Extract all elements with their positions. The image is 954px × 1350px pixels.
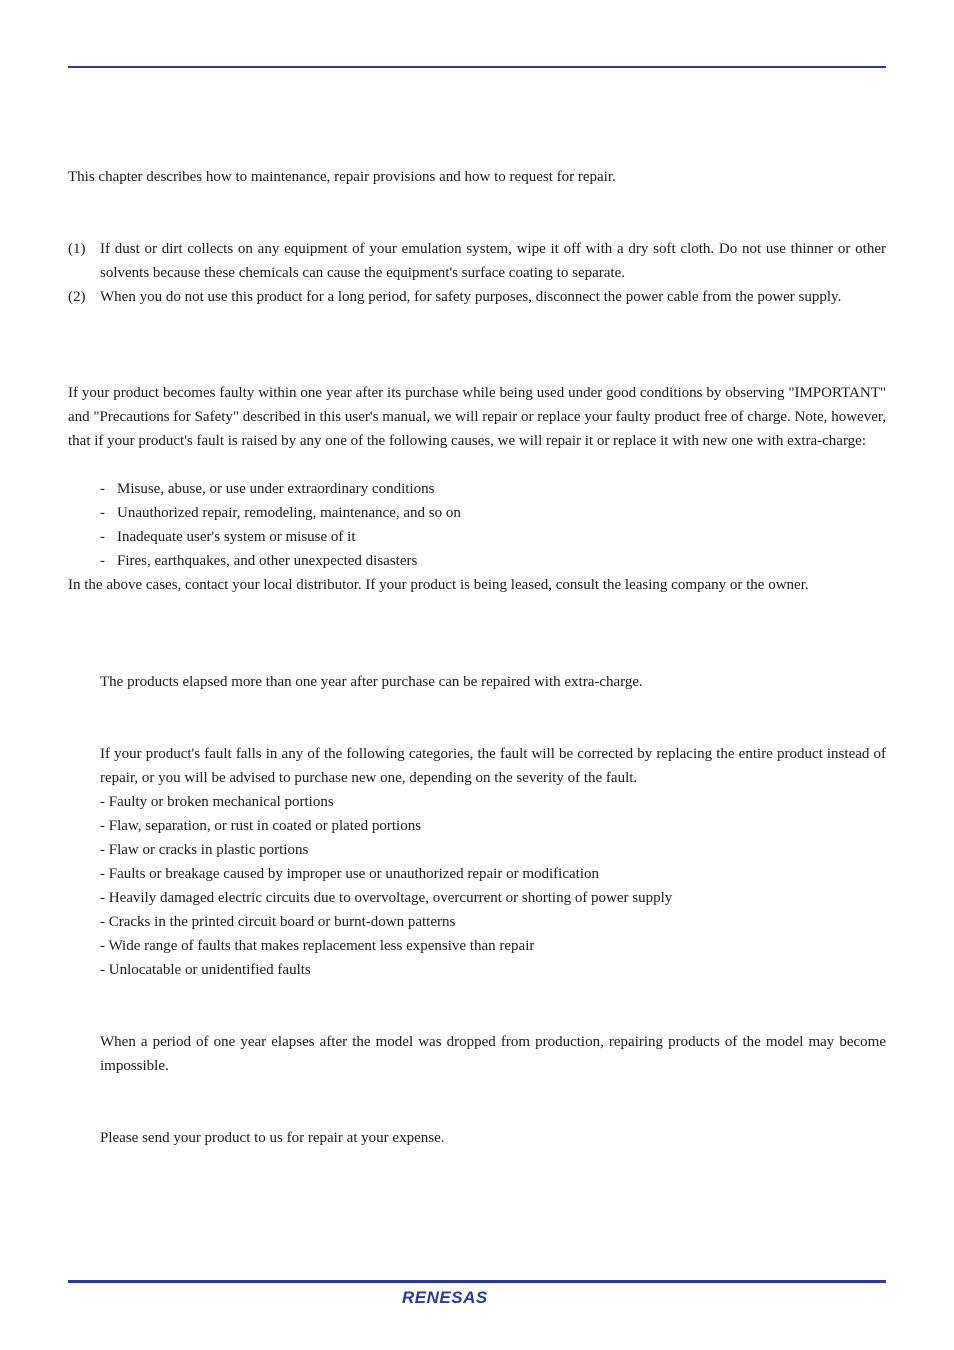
renesas-logo bbox=[400, 1286, 512, 1308]
replace-item-5: - Heavily damaged electric circuits due to overvoltage, overcurrent or shorting of power supply bbox=[100, 890, 673, 906]
warranty-bullet-1: Misuse, abuse, or use under extraordinary conditions bbox=[117, 481, 435, 497]
send-text: Please send your product to us for repair at your expense. bbox=[100, 1130, 445, 1146]
intro-text: This chapter describes how to maintenance, repair provisions and how to request for repair. bbox=[68, 169, 616, 185]
replace-item-7: - Wide range of faults that makes replacement less expensive than repair bbox=[100, 938, 535, 954]
replace-item-1: - Faulty or broken mechanical portions bbox=[100, 794, 334, 810]
production-text: When a period of one year elapses after the model was dropped from production, repairing products of the model may become impossible. bbox=[100, 1034, 886, 1074]
bullet-dash: - bbox=[100, 505, 105, 521]
header-rule bbox=[68, 66, 886, 68]
replace-item-8: - Unlocatable or unidentified faults bbox=[100, 962, 311, 978]
replace-item-6: - Cracks in the printed circuit board or burnt-down patterns bbox=[100, 914, 456, 930]
replace-paragraph: If your product's fault falls in any of the following categories, the fault will be corrected by replacing the entire product instead of repair, or you will be advised to purchase new one, depending on the severity of the fault. bbox=[100, 746, 886, 786]
bullet-dash: - bbox=[100, 529, 105, 545]
renesas-logo-text: RENESAS bbox=[402, 1288, 488, 1307]
replace-item-4: - Faults or breakage caused by improper use or unauthorized repair or modification bbox=[100, 866, 599, 882]
warranty-bullet-2: Unauthorized repair, remodeling, maintenance, and so on bbox=[117, 505, 461, 521]
maintenance-item-2-text: When you do not use this product for a long period, for safety purposes, disconnect the power cable from the power supply. bbox=[100, 289, 842, 305]
replace-item-3: - Flaw or cracks in plastic portions bbox=[100, 842, 309, 858]
footer-rule bbox=[68, 1280, 886, 1283]
warranty-paragraph: If your product becomes faulty within one year after its purchase while being used under good conditions by observing "IMPORTANT" and "Precautions for Safety" described in this user's manual, we will repair or replace your faulty product free of charge. Note, however, that if your product's fault is raised by any one of the following causes, we will repair it or replace it with new one with extra-charge: bbox=[68, 385, 886, 449]
replace-item-2: - Flaw, separation, or rust in coated or plated portions bbox=[100, 818, 422, 834]
elapsed-text: The products elapsed more than one year after purchase can be repaired with extra-charge. bbox=[100, 674, 643, 690]
warranty-bullet-3: Inadequate user's system or misuse of it bbox=[117, 529, 356, 545]
warranty-note: In the above cases, contact your local distributor. If your product is being leased, consult the leasing company or the owner. bbox=[68, 577, 809, 593]
maintenance-item-2-number: (2) bbox=[68, 289, 86, 305]
bullet-dash: - bbox=[100, 553, 105, 569]
bullet-dash: - bbox=[100, 481, 105, 497]
maintenance-item-1-number: (1) bbox=[68, 241, 86, 257]
maintenance-item-1-text: If dust or dirt collects on any equipment of your emulation system, wipe it off with a dry soft cloth. Do not use thinner or other solvents because these chemicals can cause the equipment's surface coating to separate. bbox=[100, 241, 886, 281]
warranty-bullet-4: Fires, earthquakes, and other unexpected disasters bbox=[117, 553, 418, 569]
